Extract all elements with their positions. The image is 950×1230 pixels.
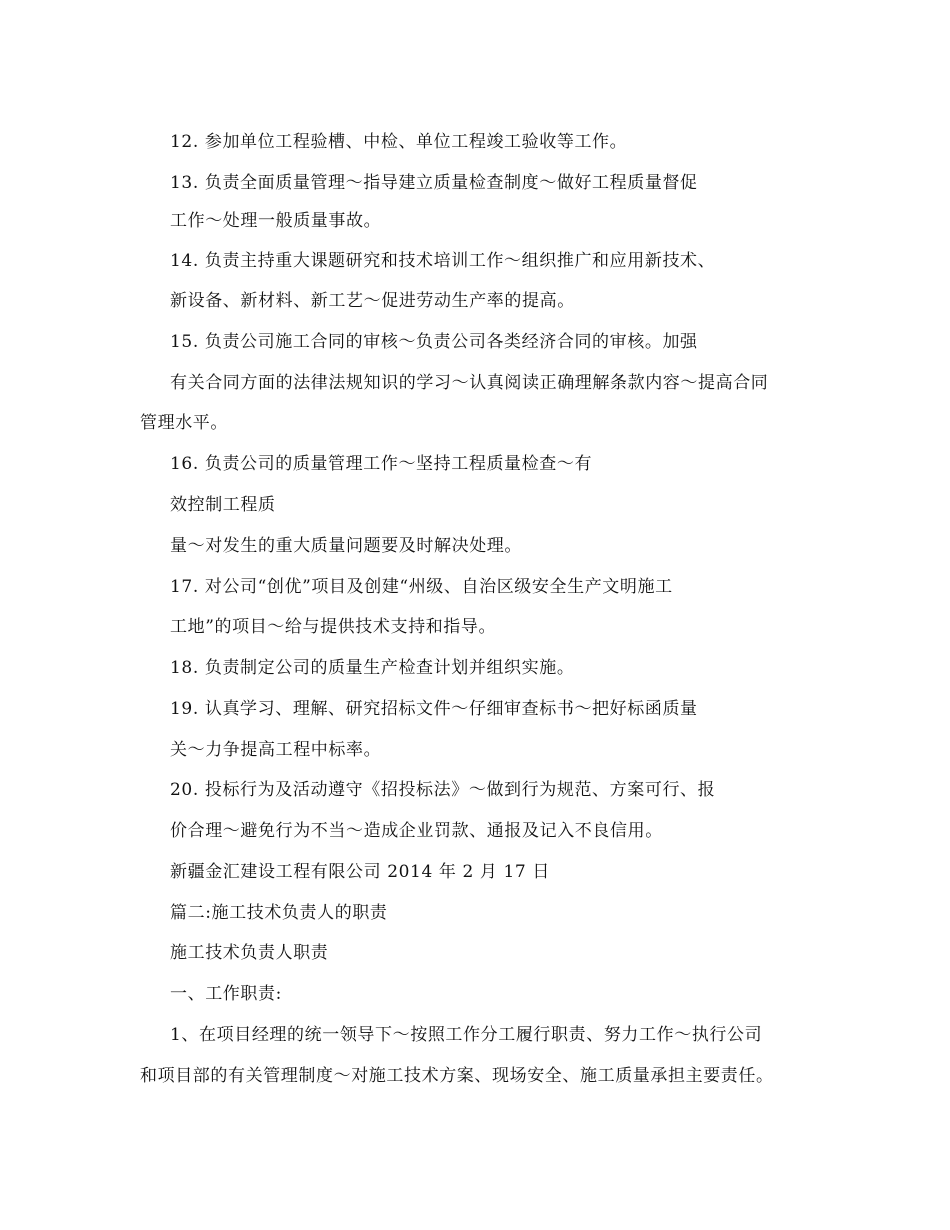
item-18-line: 18. 负责制定公司的质量生产检查计划并组织实施。: [170, 658, 575, 678]
duty-1-line-1: 1、在项目经理的统一领导下～按照工作分工履行职责、努力工作～执行公司: [170, 1025, 763, 1045]
item-20-line-2: 价合理～避免行为不当～造成企业罚款、通报及记入不良信用。: [170, 821, 663, 841]
item-16-line-1: 16. 负责公司的质量管理工作～坚持工程质量检查～有: [170, 454, 593, 474]
section-heading: 篇二:施工技术负责人的职责: [170, 903, 388, 923]
section-title: 施工技术负责人职责: [170, 943, 329, 963]
subsection-heading: 一、工作职责:: [170, 984, 282, 1004]
item-20-line-1: 20. 投标行为及活动遵守《招投标法》～做到行为规范、方案可行、报: [170, 780, 716, 800]
item-19-line-1: 19. 认真学习、理解、研究招标文件～仔细审查标书～把好标函质量: [170, 699, 698, 719]
item-19-line-2: 关～力争提高工程中标率。: [170, 740, 382, 760]
item-15-line-1: 15. 负责公司施工合同的审核～负责公司各类经济合同的审核。加强: [170, 332, 698, 352]
item-14-line-2: 新设备、新材料、新工艺～促进劳动生产率的提高。: [170, 291, 575, 311]
item-13-line-2: 工作～处理一般质量事故。: [170, 211, 382, 231]
item-15-line-3: 管理水平。: [140, 413, 228, 433]
item-13-line-1: 13. 负责全面质量管理～指导建立质量检查制度～做好工程质量督促: [170, 173, 698, 193]
item-16-line-3: 量～对发生的重大质量问题要及时解决处理。: [170, 536, 522, 556]
item-17-line-1: 17. 对公司“创优”项目及创建“州级、自治区级安全生产文明施工: [170, 577, 673, 597]
item-14-line-1: 14. 负责主持重大课题研究和技术培训工作～组织推广和应用新技术、: [170, 251, 716, 271]
duty-1-line-2: 和项目部的有关管理制度～对施工技术方案、现场安全、施工质量承担主要责任。: [140, 1066, 774, 1086]
item-16-line-2: 效控制工程质: [170, 495, 276, 515]
item-17-line-2: 工地”的项目～给与提供技术支持和指导。: [170, 617, 497, 637]
item-15-line-2: 有关合同方面的法律法规知识的学习～认真阅读正确理解条款内容～提高合同: [170, 373, 769, 393]
signature-date-line: 新疆金汇建设工程有限公司 2014 年 2 月 17 日: [170, 862, 550, 882]
item-12-line: 12. 参加单位工程验槽、中检、单位工程竣工验收等工作。: [170, 132, 628, 152]
